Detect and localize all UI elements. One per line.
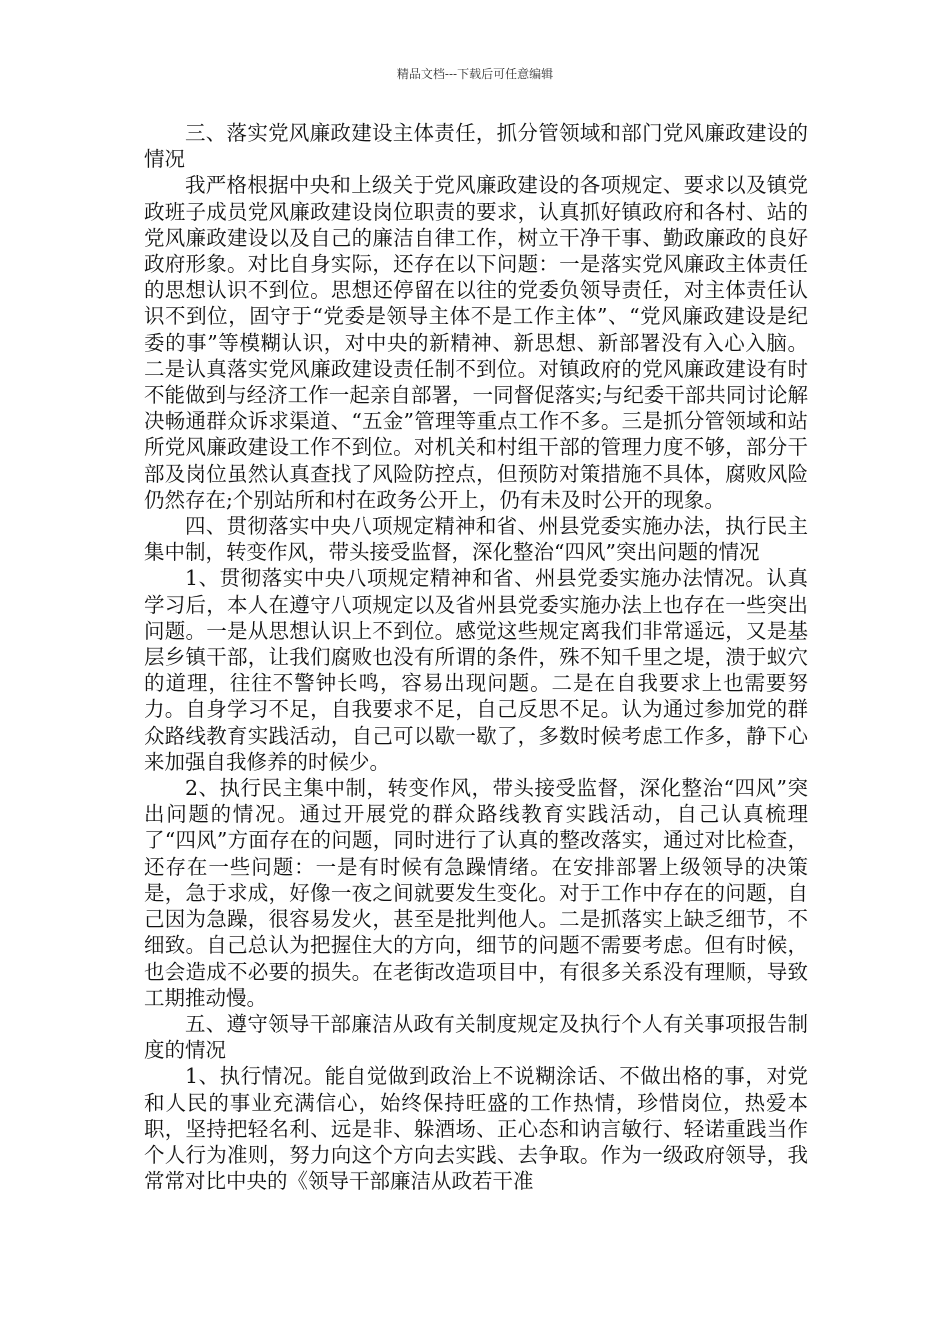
section-heading-4: 四、贯彻落实中央八项规定精神和省、州县党委实施办法，执行民主集中制，转变作风，带头接受监督，深化整治“四风”突出问题的情况 <box>144 514 808 565</box>
paragraph: 1、执行情况。能自觉做到政治上不说糊涂话、不做出格的事，对党和人民的事业充满信心，始终保持旺盛的工作热情，珍惜岗位，热爱本职，坚持把轻名利、远是非、躲酒场、正心态和讷言敏行、轻诺重践当作个人行为准则，努力向这个方向去实践、去争取。作为一级政府领导，我常常对比中央的《领导干部廉洁从政若干准 <box>144 1064 808 1194</box>
paragraph: 我严格根据中央和上级关于党风廉政建设的各项规定、要求以及镇党政班子成员党风廉政建设岗位职责的要求，认真抓好镇政府和各村、站的党风廉政建设以及自己的廉洁自律工作，树立干净干事、勤政廉政的良好政府形象。对比自身实际，还存在以下问题：一是落实党风廉政主体责任的思想认识不到位。思想还停留在以往的党委负领导责任，对主体责任认识不到位，固守于“党委是领导主体不是工作主体”、“党风廉政建设是纪委的事”等模糊认识，对中央的新精神、新思想、新部署没有入心入脑。二是认真落实党风廉政建设责任制不到位。对镇政府的党风廉政建设有时不能做到与经济工作一起亲自部署，一同督促落实;与纪委干部共同讨论解决畅通群众诉求渠道、“五金”管理等重点工作不多。三是抓分管领域和站所党风廉政建设工作不到位。对机关和村组干部的管理力度不够，部分干部及岗位虽然认真查找了风险防控点，但预防对策措施不具体，腐败风险仍然存在;个别站所和村在政务公开上，仍有未及时公开的现象。 <box>144 173 808 512</box>
document-body <box>144 120 808 1194</box>
paragraph: 1、贯彻落实中央八项规定精神和省、州县党委实施办法情况。认真学习后，本人在遵守八项规定以及省州县党委实施办法上也存在一些突出问题。一是从思想认识上不到位。感觉这些规定离我们非常遥远，又是基层乡镇干部，让我们腐败也没有所谓的条件，殊不知千里之堤，溃于蚁穴的道理，往往不警钟长鸣，容易出现问题。二是在自我要求上也需要努力。自身学习不足，自我要求不足，自己反思不足。认为通过参加党的群众路线教育实践活动，自己可以歇一歇了，多数时候考虑工作多，静下心来加强自我修养的时候少。 <box>144 566 808 774</box>
page-header: 精品文档---下载后可任意编辑 <box>396 67 554 81</box>
section-heading-3: 三、落实党风廉政建设主体责任，抓分管领域和部门党风廉政建设的情况 <box>144 121 808 172</box>
paragraph: 2、执行民主集中制，转变作风，带头接受监督，深化整治“四风”突出问题的情况。通过开展党的群众路线教育实践活动，自己认真梳理了“四风”方面存在的问题，同时进行了认真的整改落实，通过对比检查，还存在一些问题：一是有时候有急躁情绪。在安排部署上级领导的决策是，急于求成，好像一夜之间就要发生变化。对于工作中存在的问题，自己因为急躁，很容易发火，甚至是批判他人。二是抓落实上缺乏细节，不细致。自己总认为把握住大的方向，细节的问题不需要考虑。但有时候，也会造成不必要的损失。在老街改造项目中，有很多关系没有理顺，导致工期推动慢。 <box>144 776 808 1010</box>
section-heading-5: 五、遵守领导干部廉洁从政有关制度规定及执行个人有关事项报告制度的情况 <box>144 1011 808 1063</box>
